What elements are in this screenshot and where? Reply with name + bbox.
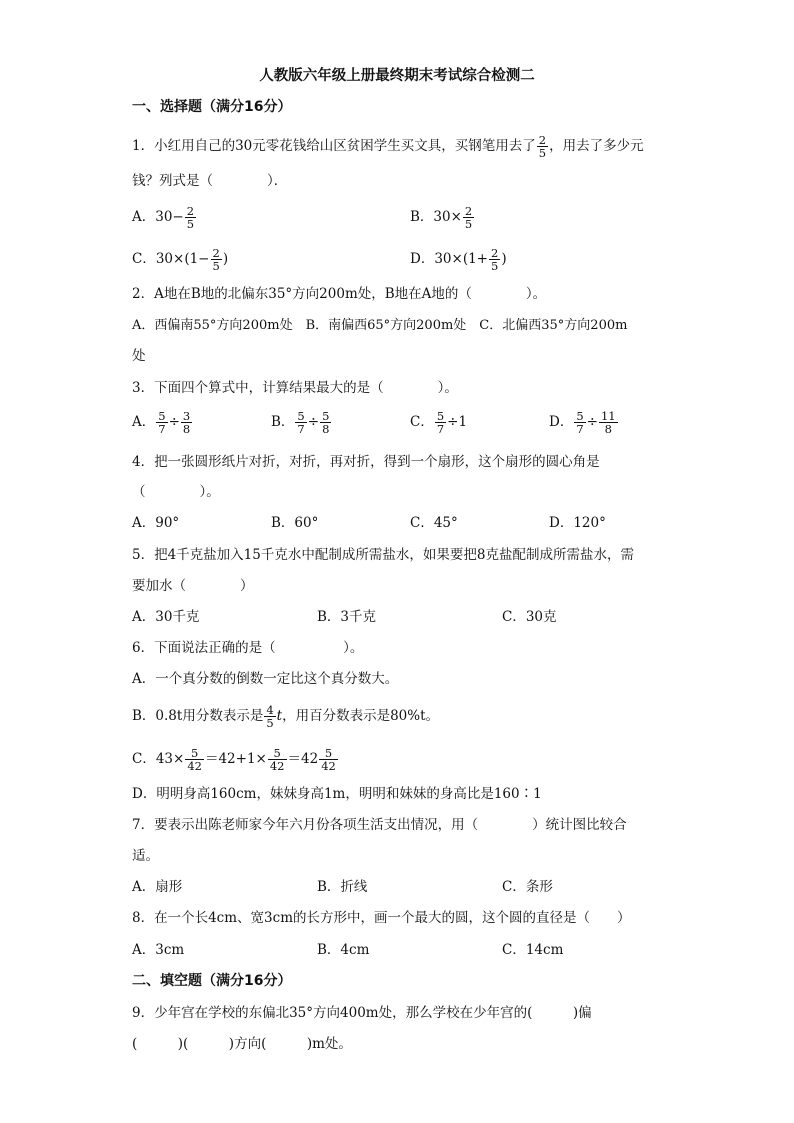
q5-option-c[interactable]: C．30克: [502, 609, 557, 625]
q1-fraction: $\frac{2}{5}$: [538, 133, 547, 160]
q4-option-a[interactable]: A．90°: [132, 515, 180, 531]
question-5: 5．把4千克盐加入15千克水中配制成所需盐水，如果要把8克盐配制成所需盐水，需: [132, 547, 634, 563]
q4-option-c[interactable]: C．45°: [410, 515, 458, 531]
q1-option-c[interactable]: C．30×(1− $\frac{2}{5}$ ): [132, 246, 229, 273]
q2-options-wrap: 处: [132, 348, 146, 364]
section-heading-choice: 一、选择题（满分16分）: [132, 99, 292, 115]
q8-option-c[interactable]: C．14cm: [502, 942, 564, 958]
q4-option-d[interactable]: D．120°: [549, 515, 606, 531]
question-9-blanks[interactable]: ( )( )方向( )m处。: [132, 1036, 352, 1052]
question-4-blank: （ ）。: [132, 484, 220, 500]
question-6: 6．下面说法正确的是（ ）。: [132, 640, 364, 656]
q5-option-b[interactable]: B．3千克: [317, 609, 377, 625]
q3-option-d[interactable]: D． $\frac{5}{7}$ ÷ $\frac{11}{8}$: [549, 409, 616, 436]
q7-option-b[interactable]: B．折线: [317, 879, 368, 895]
q6-option-c[interactable]: C．43× $\frac{5}{42}$ ＝42+1× $\frac{5}{42}$ ＝42 $\frac{5}{42}$: [132, 746, 336, 773]
q3-option-c[interactable]: C． $\frac{5}{7}$ ÷1: [410, 409, 468, 436]
question-1-line-2: 钱？列式是（ ）．: [132, 173, 288, 189]
q2-options[interactable]: A．西偏南55°方向200m处 B．南偏西65°方向200m处 C．北偏西35°方向200m: [132, 318, 628, 333]
question-5-blank: 要加水（ ）: [132, 578, 254, 594]
q5-option-a[interactable]: A．30千克: [132, 609, 200, 625]
q6-option-a[interactable]: A．一个真分数的倒数一定比这个真分数大。: [132, 671, 399, 687]
question-7: 7．要表示出陈老师家今年六月份各项生活支出情况，用（ ）统计图比较合: [132, 817, 627, 833]
page-title: 人教版六年级上册最终期末考试综合检测二: [259, 68, 535, 84]
question-1-line-1: [132, 134, 644, 159]
question-3: 3．下面四个算式中，计算结果最大的是（ ）。: [132, 380, 458, 396]
q6-option-b[interactable]: B．0.8t用分数表示是 $\frac{4}{5}$ t，用百分数表示是80%t。: [132, 703, 440, 730]
section-heading-fill: 二、填空题（满分16分）: [132, 973, 292, 989]
q1-text-a: 1．小红用自己的30元零花钱给山区贫困学生买文具，买钢笔用去了: [132, 138, 536, 154]
question-7-wrap: 适。: [132, 848, 159, 864]
q7-option-c[interactable]: C．条形: [502, 879, 553, 895]
q8-option-a[interactable]: A．3cm: [132, 942, 185, 958]
q1-option-b[interactable]: B．30× $\frac{2}{5}$: [410, 204, 473, 231]
q1-option-a[interactable]: A．30− $\frac{2}{5}$: [132, 204, 195, 231]
question-9: 9．少年宫在学校的东偏北35°方向400m处，那么学校在少年宫的( )偏: [132, 1005, 592, 1021]
q1-option-d[interactable]: D．30×(1+ $\frac{2}{5}$ ): [410, 246, 507, 273]
q3-option-a[interactable]: A． $\frac{5}{7}$ ÷ $\frac{3}{8}$: [132, 409, 191, 436]
q7-option-a[interactable]: A．扇形: [132, 879, 183, 895]
q4-option-b[interactable]: B．60°: [271, 515, 319, 531]
question-2: 2．A地在B地的北偏东35°方向200m处，B地在A地的（ ）。: [132, 286, 547, 302]
q8-option-b[interactable]: B．4cm: [317, 942, 370, 958]
question-4: 4．把一张圆形纸片对折，对折，再对折，得到一个扇形，这个扇形的圆心角是: [132, 454, 600, 470]
question-8: 8．在一个长4cm、宽3cm的长方形中，画一个最大的圆，这个圆的直径是（ ）: [132, 910, 631, 926]
q1-text-b: ，用去了多少元: [549, 138, 644, 154]
q6-option-d[interactable]: D．明明身高160cm，妹妹身高1m，明明和妹妹的身高比是160∶1: [132, 786, 542, 802]
q3-option-b[interactable]: B． $\frac{5}{7}$ ÷ $\frac{5}{8}$: [271, 409, 330, 436]
